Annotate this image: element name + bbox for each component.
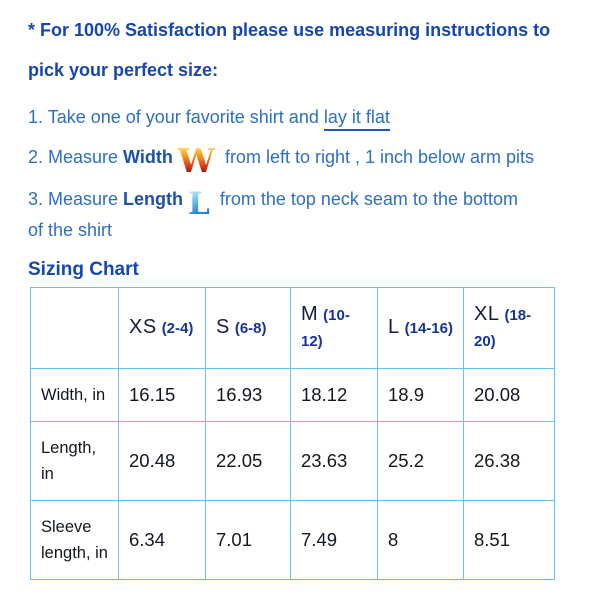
sleeve-s-value: 7.01 (206, 501, 291, 580)
width-m-value: 18.12 (291, 369, 378, 422)
instruction-1 (28, 104, 573, 130)
length-m-value: 23.63 (291, 422, 378, 501)
size-label: XS (129, 316, 157, 338)
size-range: (18-20) (474, 307, 532, 350)
width-letter-icon: W (177, 141, 215, 180)
instruction-3 (28, 186, 536, 243)
instruction-3-keyword: Length (123, 189, 184, 209)
instruction-2-prefix: 2. Measure (28, 147, 124, 167)
length-xs-value: 20.48 (119, 422, 206, 501)
column-header-s (206, 288, 291, 369)
column-header-l (378, 288, 464, 369)
length-xl-value: 26.38 (464, 422, 555, 501)
sizing-chart-table (30, 287, 555, 580)
size-label: XL (474, 303, 500, 325)
length-s-value: 22.05 (206, 422, 291, 501)
corner-empty-cell (31, 288, 119, 369)
instruction-3-suffix: from the top neck seam to the bottom of the shirt (28, 189, 518, 240)
table-row-width (31, 369, 555, 422)
instruction-2-keyword: Width (123, 147, 173, 167)
instruction-2 (28, 141, 573, 180)
sizing-chart-title: Sizing Chart (28, 259, 139, 280)
table-header-row (31, 288, 555, 369)
sleeve-l-value: 8 (378, 501, 464, 580)
column-header-xl (464, 288, 555, 369)
size-label: S (216, 316, 230, 338)
size-range: (6-8) (234, 320, 267, 337)
column-header-m (291, 288, 378, 369)
instruction-3-prefix: 3. Measure (28, 189, 124, 209)
width-l-value: 18.9 (378, 369, 464, 422)
instruction-1-text: 1. Take one of your favorite shirt and (28, 107, 324, 127)
row-label-width: Width, in (31, 369, 119, 422)
length-letter-icon: L (188, 186, 210, 222)
satisfaction-note: * For 100% Satisfaction please use measuring instructions to pick your perfect size: (28, 20, 551, 80)
width-s-value: 16.93 (206, 369, 291, 422)
row-label-sleeve-length: Sleeve length, in (31, 501, 119, 580)
instruction-2-suffix: from left to right , 1 inch below arm pits (219, 147, 535, 167)
sleeve-xs-value: 6.34 (119, 501, 206, 580)
size-range: (10-12) (301, 307, 350, 350)
length-l-value: 25.2 (378, 422, 464, 501)
width-xl-value: 20.08 (464, 369, 555, 422)
column-header-xs (119, 288, 206, 369)
size-label: L (388, 316, 400, 338)
width-xs-value: 16.15 (119, 369, 206, 422)
sleeve-xl-value: 8.51 (464, 501, 555, 580)
sleeve-m-value: 7.49 (291, 501, 378, 580)
table-row-sleeve-length (31, 501, 555, 580)
table-row-length (31, 422, 555, 501)
size-range: (14-16) (404, 320, 453, 337)
size-range: (2-4) (161, 320, 194, 337)
size-label: M (301, 303, 319, 325)
lay-it-flat-underlined-text: lay it flat (324, 107, 390, 131)
row-label-length: Length, in (31, 422, 119, 501)
